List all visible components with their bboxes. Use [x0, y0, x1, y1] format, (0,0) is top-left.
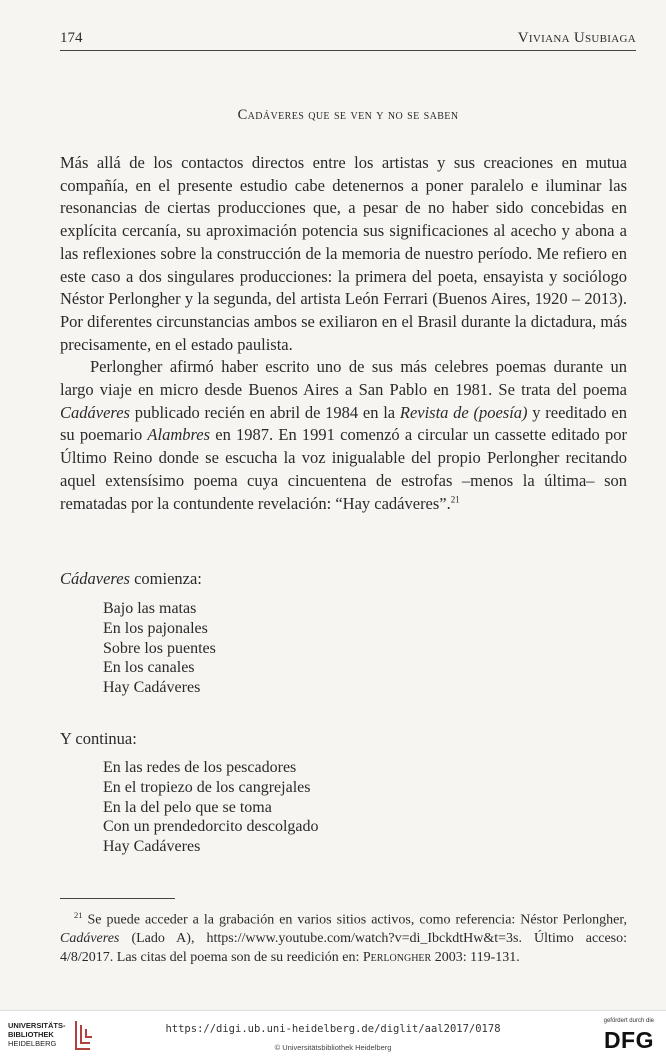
poem-line: Hay Cadáveres: [103, 838, 201, 856]
journal-title: Revista de (poesía): [399, 402, 528, 422]
dfg-logo[interactable]: DFG: [603, 1027, 654, 1053]
running-header-author: Viviana Usubiaga: [517, 30, 636, 46]
page-number: 174: [60, 30, 83, 46]
digitization-footer: [0, 1010, 666, 1060]
poem-line: En la del pelo que se toma: [103, 798, 272, 816]
section-title: Cadáveres que se ven y no se saben: [237, 107, 459, 123]
poem-line: En los pajonales: [103, 619, 208, 637]
poem-title: Cadáveres: [60, 402, 130, 422]
poem-stanza-1: [103, 599, 216, 698]
poem-line: Hay Cadáveres: [103, 679, 201, 697]
running-header: [60, 30, 636, 51]
paragraph-2: Perlongher afirmó haber escrito uno de sus más celebres poemas durante un largo viaje en micro desde Buenos Aires a San Pablo en 1981. Se trata del poema Cadáveres publicado recién en abril de 1984 en la Revista de (poesía) y reeditado en su poemario Alambres en 1987. En 1991 comenzó a circular un cassette editado por Último Reino donde se escucha la voz inigualable del propio Perlongher recitando aquel extensísimo poema cuya cincuentena de estrofas –menos la última– son rematadas por la contundente revelación: “Hay cadáveres”.$^{21}$: [60, 357, 627, 513]
footnote-divider: [60, 898, 175, 899]
poem-intro-2: Y continua:: [60, 729, 137, 748]
book-title: Alambres: [147, 425, 211, 445]
source-url-link[interactable]: https://digi.ub.uni-heidelberg.de/diglit/aal2017/0178: [165, 1023, 501, 1035]
body-text: [60, 152, 627, 515]
poem-line: Bajo las matas: [103, 600, 197, 617]
poem-line: Con un prendedorcito descolgado: [103, 818, 319, 836]
poem-line: En las redes de los pescadores: [103, 759, 297, 776]
dfg-caption: gefördert durch die: [603, 1018, 654, 1024]
paragraph-1: Más allá de los contactos directos entre los artistas y sus creaciones en mutua compañía, en el presente estudio cabe detenernos a poner paralelo e iluminar las resonancias de ciertas producciones que, a pesar de no haber sido concebidas en explícita cercanía, su aproximación potencia sus significaciones al acecho y abona a las reflexiones sobre la construcción de la memoria de nuestro período. Me refiero en este caso a dos singulares producciones: la primera del poeta, ensayista y sociólogo Néstor Perlongher y la segunda, del artista León Ferrari (Buenos Aires, 1920 – 2013). Por diferentes circunstancias ambos se exiliaron en el Brasil durante la dictadura, más precisamente, en el estado paulista.: [60, 153, 627, 354]
copyright-notice: © Universitätsbibliothek Heidelberg: [274, 1043, 392, 1052]
poem-line: En los canales: [103, 659, 195, 677]
poem-stanza-2: [103, 758, 319, 857]
poem-line: En el tropiezo de los cangrejales: [103, 778, 311, 796]
footnote-number: 21: [74, 910, 83, 920]
footnote-ref[interactable]: 21: [450, 494, 460, 505]
library-logo[interactable]: UNIVERSITÄTS- BIBLIOTHEK HEIDELBERG: [8, 1021, 66, 1048]
poem-line: Sobre los puentes: [103, 639, 216, 657]
footnote: $^{21}$ Se puede acceder a la grabación en varios sitios activos, como referencia: Néstor Perlongher, Cadáveres (Lado A), https://www.youtube.com/watch?v=di_IbckdtHw&t=3s. Último acceso: 4/8/2017. Las citas del poema son de su reedición en: Perlongher 2003: 119-131.: [60, 910, 627, 966]
poem-intro-1: Cádaveres comienza:: [60, 569, 202, 588]
